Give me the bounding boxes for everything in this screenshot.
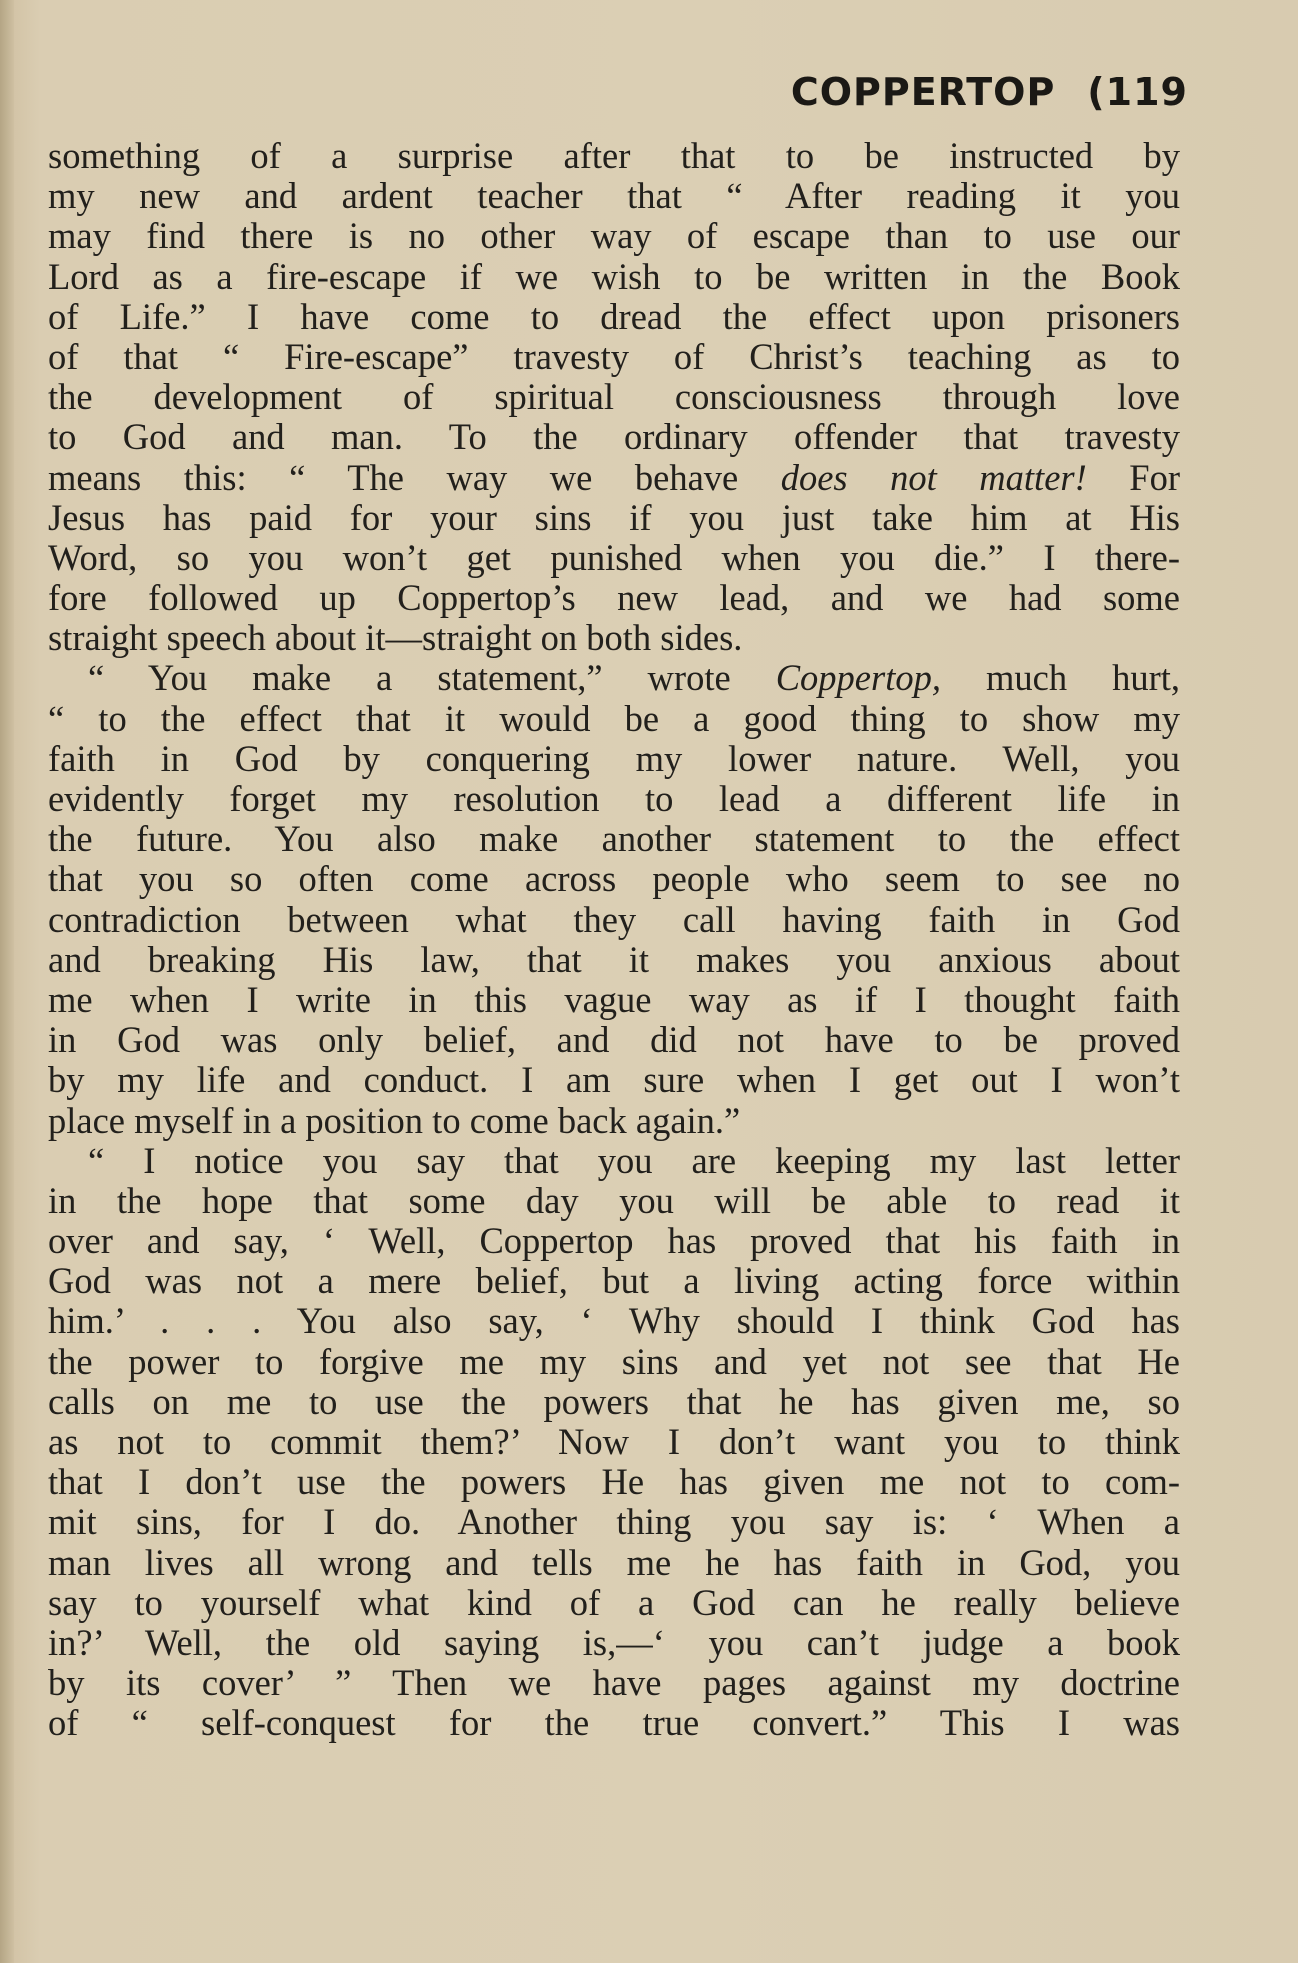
- text-line: that you so often come across people who seem to see no: [48, 858, 1180, 900]
- text-line: calls on me to use the powers that he has given me, so: [48, 1380, 1180, 1422]
- text-line: straight speech about it—straight on both sides.: [48, 617, 743, 659]
- text-segment: “ You make a statement,” wrote: [88, 657, 776, 699]
- text-line: to God and man. To the ordinary offender that travesty: [48, 416, 1180, 458]
- text-line: me when I write in this vague way as if I thought faith: [48, 978, 1180, 1020]
- text-line: by its cover’ ” Then we have pages against my doctrine: [48, 1662, 1180, 1704]
- text-line: in?’ Well, the old saying is,—‘ you can’t judge a book: [48, 1621, 1180, 1663]
- page-number: (119: [1087, 70, 1188, 114]
- text-line: in God was only belief, and did not have to be proved: [48, 1019, 1180, 1061]
- text-line: something of a surprise after that to be instructed by: [48, 135, 1180, 176]
- text-line: place myself in a position to come back again.”: [48, 1099, 741, 1141]
- chapter-title: COPPERTOP: [790, 70, 1056, 114]
- running-header: [791, 70, 1188, 114]
- text-line: “ to the effect that it would be a good thing to show my: [48, 697, 1180, 739]
- text-line: say to yourself what kind of a God can he really believe: [48, 1581, 1180, 1623]
- text-segment: For: [1086, 456, 1180, 498]
- text-line: evidently forget my resolution to lead a different life in: [48, 778, 1180, 819]
- text-segment: means this: “ The way we behave: [48, 456, 781, 498]
- text-line: of that “ Fire-escape” travesty of Christ’s teaching as to: [48, 335, 1180, 377]
- text-line: of Life.” I have come to dread the effect upon prisoners: [48, 295, 1180, 337]
- italic-name: Coppertop,: [775, 657, 941, 699]
- text-line: fore followed up Coppertop’s new lead, and we had some: [48, 577, 1180, 619]
- text-line: Word, so you won’t get punished when you die.” I there-: [48, 536, 1180, 578]
- text-line: in the hope that some day you will be able to read it: [48, 1179, 1180, 1221]
- text-line: the power to forgive me my sins and yet not see that He: [48, 1340, 1180, 1382]
- italic-emphasis: does not matter!: [780, 456, 1087, 498]
- text-line: my new and ardent teacher that “ After reading it you: [48, 175, 1180, 217]
- text-line: of “ self-conquest for the true convert.” This I was: [48, 1702, 1180, 1744]
- text-line: Jesus has paid for your sins if you just take him at His: [48, 496, 1180, 538]
- text-line: faith in God by conquering my lower nature. Well, you: [48, 737, 1180, 779]
- text-line: as not to commit them?’ Now I don’t want you to think: [48, 1421, 1180, 1462]
- text-line: that I don’t use the powers He has given me not to com-: [48, 1461, 1180, 1503]
- text-line: the future. You also make another statement to the effect: [48, 818, 1180, 860]
- text-line: mit sins, for I do. Another thing you say is: ‘ When a: [48, 1501, 1180, 1543]
- text-line: over and say, ‘ Well, Coppertop has proved that his faith in: [48, 1220, 1180, 1262]
- text-line: and breaking His law, that it makes you anxious about: [48, 938, 1180, 980]
- text-line: Lord as a fire-escape if we wish to be written in the Book: [48, 255, 1180, 297]
- body-text: [48, 136, 1180, 1744]
- text-line: [48, 458, 1180, 498]
- page-gutter-edge: [0, 0, 14, 1963]
- text-line: him.’ . . . You also say, ‘ Why should I think God has: [48, 1300, 1180, 1342]
- text-segment: much hurt,: [940, 657, 1181, 699]
- text-line: man lives all wrong and tells me he has faith in God, you: [48, 1541, 1180, 1583]
- text-line: the development of spiritual consciousness through love: [48, 376, 1180, 418]
- text-line: “ I notice you say that you are keeping my last letter: [88, 1139, 1180, 1181]
- text-line: God was not a mere belief, but a living acting force within: [48, 1260, 1180, 1302]
- text-line: [48, 658, 1180, 698]
- text-line: by my life and conduct. I am sure when I get out I won’t: [48, 1059, 1180, 1101]
- text-line: may find there is no other way of escape than to use our: [48, 215, 1180, 257]
- text-line: contradiction between what they call having faith in God: [48, 898, 1180, 940]
